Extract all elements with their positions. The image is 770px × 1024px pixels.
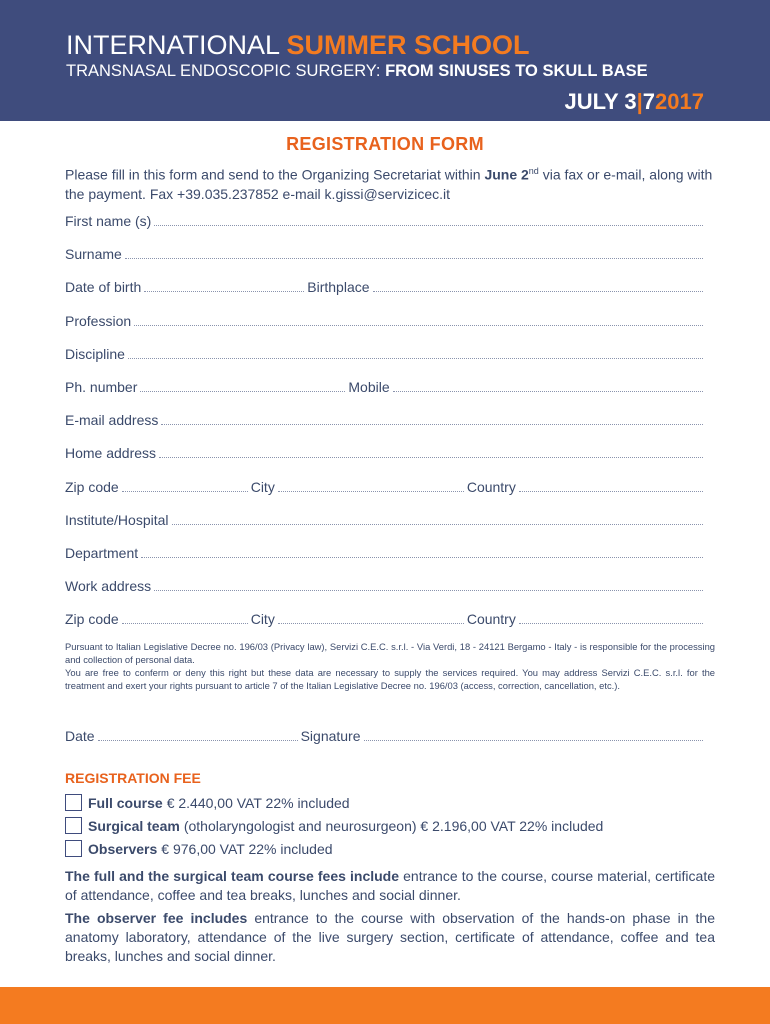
- intro-part-b: via fax or e-mail, along with the payment. Fax +39.035.237852 e-mail k.gissi@servizicec.it: [65, 166, 713, 202]
- field-date-signature[interactable]: [65, 728, 706, 761]
- subtitle-bold: FROM SINUSES TO SKULL BASE: [385, 62, 648, 80]
- subtitle-plain: TRANSNASAL ENDOSCOPIC SURGERY:: [66, 62, 381, 80]
- full-fee-includes: [65, 867, 715, 905]
- first-name-line[interactable]: [154, 215, 703, 226]
- work-address-label: Work address: [65, 578, 152, 595]
- field-institute[interactable]: [65, 512, 706, 545]
- work-country-line[interactable]: [519, 613, 703, 624]
- home-city-line[interactable]: [278, 481, 464, 492]
- home-zip-line[interactable]: [122, 481, 248, 492]
- field-date-of-birth[interactable]: [65, 279, 706, 312]
- mobile-line[interactable]: [393, 381, 703, 392]
- full-fee-includes-title: The full and the surgical team course fees include: [65, 868, 400, 884]
- field-email[interactable]: [65, 412, 706, 445]
- dob-line[interactable]: [144, 281, 304, 292]
- institute-label: Institute/Hospital: [65, 511, 169, 528]
- event-date: [564, 89, 704, 115]
- work-country-label: Country: [466, 611, 516, 628]
- field-discipline[interactable]: [65, 346, 706, 379]
- intro-deadline: June 2: [484, 166, 529, 183]
- work-address-line[interactable]: [154, 580, 703, 591]
- discipline-label: Discipline: [65, 345, 125, 362]
- field-surname[interactable]: [65, 246, 706, 279]
- observer-fee-includes: [65, 909, 715, 966]
- home-country-label: Country: [466, 478, 516, 495]
- intro-deadline-sup: nd: [528, 166, 539, 176]
- fee-option-observers[interactable]: [65, 840, 333, 857]
- observers-name: Observers: [88, 840, 158, 857]
- full-course-name: Full course: [88, 794, 163, 811]
- date-end: 7: [642, 89, 656, 114]
- privacy-notice: [65, 640, 715, 692]
- surgical-team-price: (otholaryngologist and neurosurgeon) € 2.196,00 VAT 22% included: [183, 817, 604, 834]
- intro-part-a: Please fill in this form and send to the Organizing Secretariat within: [65, 166, 485, 183]
- signature-label: Signature: [300, 728, 361, 744]
- phone-line[interactable]: [140, 381, 345, 392]
- profession-line[interactable]: [134, 315, 703, 326]
- mobile-label: Mobile: [348, 378, 390, 395]
- header-banner: [0, 0, 770, 121]
- work-zip-line[interactable]: [122, 613, 248, 624]
- full-course-price: € 2.440,00 VAT 22% included: [166, 794, 350, 811]
- institute-line[interactable]: [172, 514, 704, 525]
- department-label: Department: [65, 544, 139, 561]
- home-city-label: City: [250, 478, 275, 495]
- dob-label: Date of birth: [65, 279, 142, 296]
- full-course-checkbox[interactable]: [65, 794, 82, 811]
- birthplace-line[interactable]: [373, 281, 703, 292]
- field-profession[interactable]: [65, 313, 706, 346]
- privacy-notice-1: Pursuant to Italian Legislative Decree no. 196/03 (Privacy law), Servizi C.E.C. s.r.l. - Via Verdi, 18 - 24121 Bergamo - Italy - is responsible for the processing and collection of personal data.: [65, 641, 715, 665]
- field-home-zip-city-country[interactable]: [65, 479, 706, 512]
- home-country-line[interactable]: [519, 481, 703, 492]
- registration-fields: [65, 213, 706, 644]
- home-address-line[interactable]: [159, 447, 703, 458]
- fee-option-full-course[interactable]: [65, 794, 350, 811]
- date-line[interactable]: [98, 730, 298, 741]
- field-home-address[interactable]: [65, 445, 706, 478]
- home-address-label: Home address: [65, 445, 157, 462]
- phone-label: Ph. number: [65, 378, 138, 395]
- date-start: JULY 3: [564, 89, 637, 114]
- date-signature-row: [65, 728, 706, 761]
- date-label: Date: [65, 728, 95, 744]
- observer-fee-includes-title: The observer fee includes: [65, 910, 248, 926]
- profession-label: Profession: [65, 312, 132, 329]
- first-name-label: First name (s): [65, 213, 152, 229]
- work-zip-label: Zip code: [65, 611, 119, 628]
- email-line[interactable]: [161, 414, 703, 425]
- date-year: 2017: [655, 89, 704, 114]
- field-phone[interactable]: [65, 379, 706, 412]
- field-work-address[interactable]: [65, 578, 706, 611]
- surgical-team-checkbox[interactable]: [65, 817, 82, 834]
- fee-section-title: REGISTRATION FEE: [65, 770, 201, 786]
- surname-label: Surname: [65, 246, 122, 263]
- field-department[interactable]: [65, 545, 706, 578]
- fee-option-surgical-team[interactable]: [65, 817, 603, 834]
- title-accent: SUMMER SCHOOL: [286, 30, 530, 60]
- date-separator: |: [636, 89, 643, 114]
- birthplace-label: Birthplace: [307, 279, 370, 296]
- footer-bar: [0, 987, 770, 1024]
- event-title: [66, 30, 530, 61]
- field-first-name[interactable]: [65, 213, 706, 246]
- work-city-line[interactable]: [278, 613, 464, 624]
- department-line[interactable]: [141, 547, 703, 558]
- observers-price: € 976,00 VAT 22% included: [161, 840, 333, 857]
- discipline-line[interactable]: [128, 348, 703, 359]
- form-title: REGISTRATION FORM: [286, 134, 484, 154]
- surname-line[interactable]: [125, 248, 703, 259]
- home-zip-label: Zip code: [65, 478, 119, 495]
- surgical-team-name: Surgical team: [88, 817, 180, 834]
- observers-checkbox[interactable]: [65, 840, 82, 857]
- intro-text: [65, 162, 715, 204]
- title-plain: INTERNATIONAL: [66, 30, 280, 60]
- email-label: E-mail address: [65, 412, 159, 429]
- full-fee-includes-text: entrance to the course, course material, certificate of attendance, coffee and tea breaks, lunches and social dinner.: [65, 868, 715, 903]
- observer-fee-includes-text: entrance to the course with observation of the hands-on phase in the anatomy laboratory, attendance of the live surgery section, certificate of attendance, coffee and tea breaks, lunches and social dinner.: [65, 910, 715, 964]
- event-subtitle: [66, 62, 648, 81]
- signature-line[interactable]: [364, 730, 703, 741]
- privacy-notice-2: You are free to conferm or deny this right but these data are necessary to supply the services required. You may address Servizi C.E.C. s.r.l. for the treatment and exert your rights pursuant to article 7 of the Italian Legislative Decree no. 196/03 (access, correction, cancellation, etc.).: [65, 667, 715, 691]
- work-city-label: City: [250, 611, 275, 628]
